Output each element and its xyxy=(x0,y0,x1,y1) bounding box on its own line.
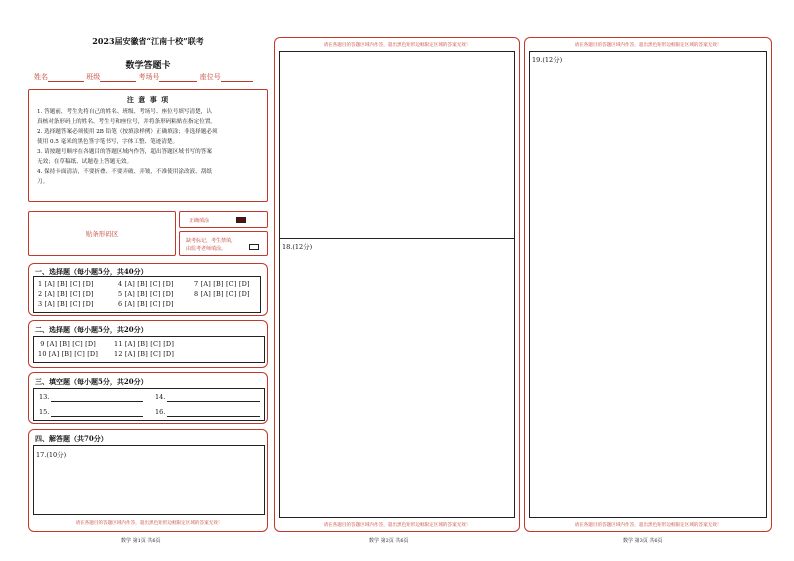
fill-example-box xyxy=(179,211,268,228)
warning-text: 请在各题目的答题区域内作答，超出黑色矩形边框限定区域的答案无效！ xyxy=(75,521,223,526)
q17-continued-area[interactable] xyxy=(279,51,515,239)
exam-title: 2023届安徽省“江南十校”联考 xyxy=(92,36,204,46)
section-1 xyxy=(28,263,268,316)
mc-item[interactable]: 11 [A] [B] [C] [D] xyxy=(114,340,175,348)
mc-item[interactable]: 4 [A] [B] [C] [D] xyxy=(118,280,174,288)
q19-label: 19.(12分) xyxy=(532,56,563,64)
section-3 xyxy=(28,372,268,424)
blank-16-line[interactable] xyxy=(167,416,260,417)
page-footer: 数学 第1页 共6页 xyxy=(121,538,161,544)
q17-answer-area[interactable] xyxy=(33,445,265,515)
section-3-title: 三、填空题（每小题5分，共20分） xyxy=(35,377,148,386)
seat-label: 座位号 xyxy=(199,73,221,81)
section-1-answers xyxy=(33,276,261,313)
absent-checkbox[interactable] xyxy=(249,244,259,250)
page-3-frame xyxy=(524,37,772,532)
mc-item[interactable]: 8 [A] [B] [C] [D] xyxy=(194,290,250,298)
warning-text: 请在各题目的答题区域内作答，超出黑色矩形边框限定区域的答案无效！ xyxy=(323,43,471,48)
blank-15-line[interactable] xyxy=(51,416,143,417)
notice-title: 注 意 事 项 xyxy=(126,95,170,104)
notice-lines xyxy=(29,105,267,187)
blank-label: 14. xyxy=(155,393,166,401)
page-footer: 数学 第3页 共6页 xyxy=(623,538,663,544)
mc-item[interactable]: 9 [A] [B] [C] [D] xyxy=(38,340,97,348)
q18-label: 18.(12分) xyxy=(282,243,313,251)
absent-line: 缺考标记，考生禁填， xyxy=(186,238,237,244)
notice-line: 使用 0.5 毫米的黑色签字笔书写，字体工整、笔迹清楚。 xyxy=(37,139,179,145)
mc-item[interactable]: 6 [A] [B] [C] [D] xyxy=(118,300,174,308)
class-label: 班级 xyxy=(86,73,101,81)
warning-text: 请在各题目的答题区域内作答，超出黑色矩形边框限定区域的答案无效！ xyxy=(323,523,471,528)
mc-item[interactable]: 5 [A] [B] [C] [D] xyxy=(118,290,174,298)
notice-line: 1. 答题前，考生先将自己的姓名、班级、考场号、座位号填写清楚，认 xyxy=(37,109,212,115)
page-2-frame xyxy=(274,37,520,532)
barcode-label: 贴条形码区 xyxy=(85,230,119,238)
notice-line: 无效；在草稿纸、试题卷上答题无效。 xyxy=(37,159,133,165)
notice-line: 真核对条形码上的姓名、考生号和座位号，并将条形码粘贴在指定位置。 xyxy=(37,119,217,125)
notice-line: 2. 选择题答案必须使用 2B 铅笔（按填涂样例）正确填涂；非选择题必须 xyxy=(37,129,218,135)
fill-example-label: 正确填涂 xyxy=(189,218,210,224)
filled-mark-icon xyxy=(236,217,246,223)
notice-line: 4. 保持卡面清洁，不要折叠、不要弄破、弄皱，不准使用涂改液、刮纸 xyxy=(37,169,212,175)
section-4 xyxy=(28,429,268,532)
q17-label: 17.(10分) xyxy=(36,451,67,459)
absent-line: 由监考老师填涂。 xyxy=(186,246,227,252)
blank-13-line[interactable] xyxy=(51,401,143,402)
section-2-answers xyxy=(33,336,265,363)
notice-line: 3. 请按题号顺序在各题目的答题区域内作答，超出答题区域书写的答案 xyxy=(37,149,212,155)
mc-item[interactable]: 12 [A] [B] [C] [D] xyxy=(114,350,175,358)
candidate-info-row xyxy=(34,72,270,82)
section-4-title: 四、解答题（共70分） xyxy=(35,434,108,443)
notice-line: 刀。 xyxy=(37,179,49,185)
section-2-title: 二、选择题（每小题5分，共20分） xyxy=(35,325,148,334)
absent-mark-text xyxy=(186,237,236,253)
absent-mark-box xyxy=(179,231,268,256)
section-3-answers xyxy=(33,388,265,421)
blank-label: 16. xyxy=(155,408,166,416)
section-2 xyxy=(28,320,268,368)
page-footer: 数学 第2页 共6页 xyxy=(369,538,409,544)
mc-item[interactable]: 1 [A] [B] [C] [D] xyxy=(38,280,94,288)
name-field[interactable] xyxy=(48,74,84,82)
mc-item[interactable]: 10 [A] [B] [C] [D] xyxy=(38,350,99,358)
mc-item[interactable]: 2 [A] [B] [C] [D] xyxy=(38,290,94,298)
q19-answer-area[interactable] xyxy=(529,51,767,518)
warning-text: 请在各题目的答题区域内作答，超出黑色矩形边框限定区域的答案无效！ xyxy=(574,523,722,528)
mc-item[interactable]: 3 [A] [B] [C] [D] xyxy=(38,300,94,308)
section-1-title: 一、选择题（每小题5分，共40分） xyxy=(35,267,148,276)
seat-field[interactable] xyxy=(221,74,253,82)
room-field[interactable] xyxy=(159,74,197,82)
blank-label: 13. xyxy=(39,393,50,401)
mc-item[interactable]: 7 [A] [B] [C] [D] xyxy=(194,280,250,288)
barcode-area xyxy=(28,211,176,256)
name-label: 姓名 xyxy=(34,73,48,81)
q18-answer-area[interactable] xyxy=(279,238,515,518)
room-label: 考场号 xyxy=(138,73,160,81)
blank-label: 15. xyxy=(39,408,50,416)
warning-text: 请在各题目的答题区域内作答，超出黑色矩形边框限定区域的答案无效！ xyxy=(574,43,722,48)
notice-box xyxy=(28,89,268,202)
card-title: 数学答题卡 xyxy=(125,61,171,71)
class-field[interactable] xyxy=(100,74,136,82)
blank-14-line[interactable] xyxy=(167,401,260,402)
